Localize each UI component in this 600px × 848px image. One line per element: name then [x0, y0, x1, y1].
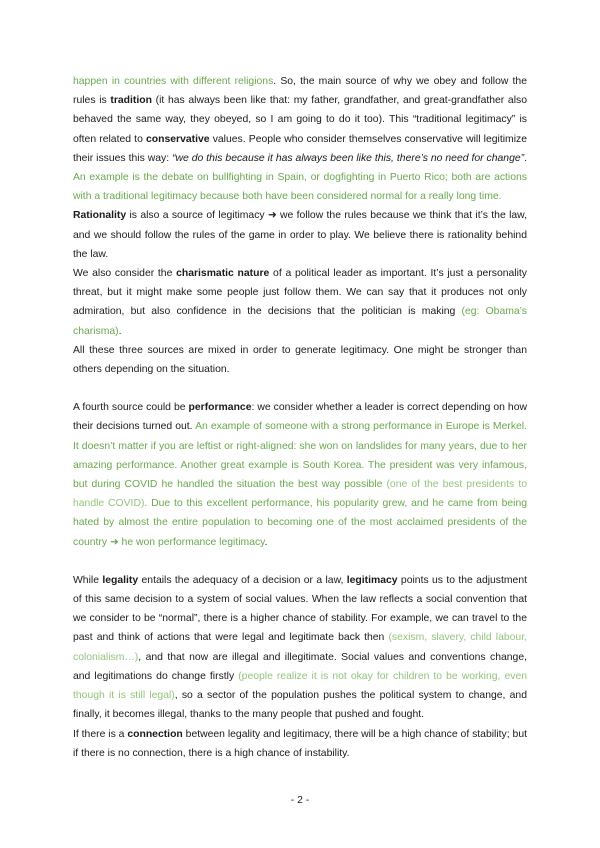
key-term: connection: [127, 728, 183, 740]
paragraph-spacer: [73, 379, 527, 398]
key-term: tradition: [110, 95, 152, 107]
page-number: - 2 -: [290, 795, 310, 806]
aside-text: (sexism, slavery, child labour, colonialism…): [73, 632, 527, 663]
body-text: [73, 72, 527, 763]
paragraph-rationality: Rationality is also a source of legitimacy ➜ we follow the rules because we think that it’s the law, and we should follow the rules of the game in order to play. We believe there is rationality behind the law.: [73, 210, 527, 260]
example-text: An example is the debate on bullfighting in Spain, or dogfighting in Puerto Rico; both are actions with a traditional legitimacy because both have been considered normal for a really long time.: [73, 172, 527, 203]
aside-text: (people realize it is not okay for children to be working, even though it is still legal): [73, 670, 527, 702]
quote-text: “we do this because it has always been like this, there’s no need for change”: [172, 152, 525, 164]
key-term: charismatic nature: [176, 268, 270, 280]
paragraph-connection: If there is a connection between legality and legitimacy, there will be a high chance of stability; but if there is no connection, there is a high chance of instability.: [73, 728, 527, 759]
paragraph-legality: While legality entails the adequacy of a decision or a law, legitimacy points us to the adjustment of this same decision to a system of social values. When the law reflects a social convention that we consider to be “normal”, there is a higher chance of stability. For example, we can travel to the past and think of actions that were legal and legitimate back then (sexism, slavery, child labour, colonialism…), and that now are illegal and illegitimate. Social values and conventions change, and legitimations do change firstly (people realize it is not okay for children to be working, even though it is still legal), so a sector of the population pushes the political system to change, and finally, it becomes illegal, thanks to the many people that pushed and fought.: [73, 574, 527, 721]
key-term: legitimacy: [346, 574, 398, 586]
key-term: performance: [188, 402, 252, 414]
key-term: legality: [102, 574, 139, 586]
aside-text: (one of the best presidents to handle COVID): [73, 479, 527, 510]
paragraph-performance: A fourth source could be performance: we consider whether a leader is correct depending on how their decisions turned out. An example of someone with a strong performance in Europe is Merkel. It doesn’t matter if you are leftist or right-aligned: she won on landslides for many years, due to her amazing performance. Another great example is South Korea. The president was very infamous, but during COVID he handled the situation the best way possible (one of the best presidents to handle COVID). Due to this excellent performance, his popularity grew, and he came from being hated by almost the entire population to becoming one of the most acclaimed presidents of the country ➜ he won performance legitimacy.: [73, 402, 528, 548]
key-term: conservative: [146, 133, 210, 145]
example-text: (eg: Obama’s charisma): [73, 306, 527, 337]
example-text: An example of someone with a strong performance in Europe is Merkel. It doesn’t matter if you are leftist or right-aligned: she won on landslides for many years, due to her amazing performance. Another great example is South Korea. The president was very infamous, but during COVID he handled the situation the best way possible: [73, 421, 527, 491]
paragraph-charisma: We also consider the charismatic nature of a political leader as important. It’s just a personality threat, but it might make some people just follow them. We can say that it produces not only admiration, but also confidence in the decisions that the politician is making (eg: Obama’s charisma).: [73, 268, 528, 337]
example-text: happen in countries with different religions: [73, 76, 274, 87]
paragraph-tradition: happen in countries with different religions. So, the main source of why we obey and follow the rules is tradition (it has always been like that: my father, grandfather, and great-grandfather also behaved the same way, they obeyed, so I am going to do it too). This “traditional legitimacy” is often related to conservative values. People who consider themselves conservative will legitimize their issues this way: “we do this because it has always been like this, there’s no need for change”. An example is the debate on bullfighting in Spain, or dogfighting in Puerto Rico; both are actions with a traditional legitimacy because both have been considered normal for a really long time.: [73, 76, 527, 203]
example-text: . Due to this excellent performance, his popularity grew, and he came from being hated by almost the entire population to becoming one of the most acclaimed presidents of the country ➜ he won performance legitimacy: [73, 498, 528, 548]
key-term: Rationality: [73, 210, 127, 222]
paragraph-summary: All these three sources are mixed in order to generate legitimacy. One might be stronger than others depending on the situation.: [73, 344, 527, 376]
paragraph-spacer: [73, 552, 527, 571]
